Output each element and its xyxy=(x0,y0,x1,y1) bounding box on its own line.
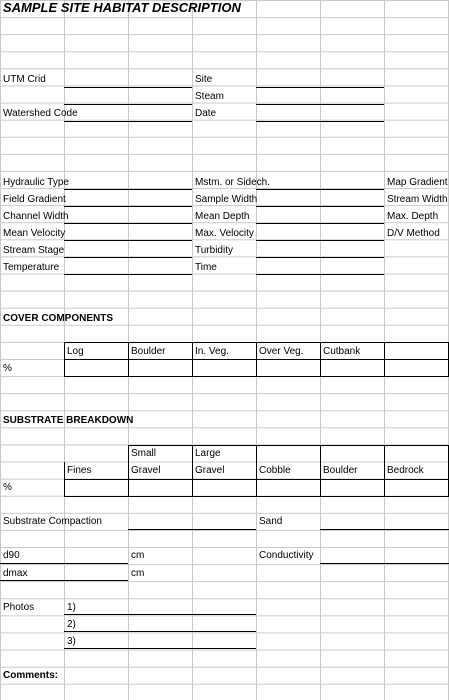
date-line[interactable] xyxy=(256,121,384,122)
cover-col-over-veg: Over Veg. xyxy=(259,346,304,357)
dmax-line[interactable] xyxy=(0,580,128,581)
watershed-code-line[interactable] xyxy=(64,121,192,122)
photos-label: Photos xyxy=(3,602,35,613)
mean-velocity-line[interactable] xyxy=(64,240,192,241)
substrate-col-fines: Fines xyxy=(67,465,92,476)
cover-table-vline xyxy=(384,342,385,376)
photo-line-1[interactable] xyxy=(64,614,256,615)
substrate-table-vline xyxy=(384,445,385,496)
mean-velocity-label: Mean Velocity xyxy=(3,228,66,239)
photo-line-2[interactable] xyxy=(64,631,256,632)
sample-width-line[interactable] xyxy=(256,206,384,207)
cover-table-vline xyxy=(320,342,321,376)
cover-col-log: Log xyxy=(67,346,84,357)
channel-width-line[interactable] xyxy=(64,223,192,224)
cover-col-in-veg: In. Veg. xyxy=(195,346,229,357)
substrate-compaction-label: Substrate Compaction xyxy=(3,516,102,527)
utm-grid-line[interactable] xyxy=(64,87,192,88)
substrate-table-vline xyxy=(64,462,65,496)
substrate-col-large-gravel: Gravel xyxy=(195,465,225,476)
cover-table-vline xyxy=(256,342,257,376)
substrate-small-label: Small xyxy=(131,448,157,459)
sand-label: Sand xyxy=(259,516,283,527)
time-line[interactable] xyxy=(256,274,384,275)
time-label: Time xyxy=(195,262,217,273)
photo-item-2: 2) xyxy=(67,619,76,630)
max-velocity-label: Max. Velocity xyxy=(195,228,254,239)
d90-unit: cm xyxy=(131,550,145,561)
substrate-table-bottom xyxy=(64,496,449,497)
utm-grid-label: UTM Crid xyxy=(3,74,46,85)
substrate-col-cobble: Cobble xyxy=(259,465,291,476)
mean-depth-line[interactable] xyxy=(256,223,384,224)
photo-item-1: 1) xyxy=(67,602,76,613)
temperature-line[interactable] xyxy=(64,274,192,275)
cover-table-vline xyxy=(192,342,193,376)
substrate-percent-label: % xyxy=(3,482,12,493)
site-label: Site xyxy=(195,74,213,85)
cover-table-bottom xyxy=(64,376,449,377)
mstm-sidech-label: Mstm. or Sidech. xyxy=(195,177,271,188)
date-label: Date xyxy=(195,108,217,119)
dmax-label: dmax xyxy=(3,568,28,579)
cover-table-vline xyxy=(64,342,65,376)
cover-col-cutbank: Cutbank xyxy=(323,346,361,357)
substrate-large-label: Large xyxy=(195,448,221,459)
steam-line[interactable] xyxy=(256,104,384,105)
field-gradient-line[interactable] xyxy=(64,206,192,207)
substrate-heading: SUBSTRATE BREAKDOWN xyxy=(3,415,134,426)
stream-stage-label: Stream Stage xyxy=(3,245,65,256)
conductivity-line[interactable] xyxy=(320,563,449,564)
channel-width-label: Channel Width xyxy=(3,211,69,222)
mstm-sidech-line[interactable] xyxy=(256,189,384,190)
cover-components-heading: COVER COMPONENTS xyxy=(3,313,114,324)
max-velocity-line[interactable] xyxy=(256,240,384,241)
cover-col-boulder: Boulder xyxy=(131,346,166,357)
stream-stage-line[interactable] xyxy=(64,257,192,258)
page-title: SAMPLE SITE HABITAT DESCRIPTION xyxy=(3,0,241,15)
d90-line[interactable] xyxy=(0,563,128,564)
max-depth-label: Max. Depth xyxy=(387,211,439,222)
substrate-table-top xyxy=(128,445,449,446)
hydraulic-type-line[interactable] xyxy=(64,189,192,190)
cover-table-vline xyxy=(128,342,129,376)
mean-depth-label: Mean Depth xyxy=(195,211,250,222)
hydraulic-type-label: Hydraulic Type xyxy=(3,177,69,188)
conductivity-label: Conductivity xyxy=(259,550,314,561)
photo-item-3: 3) xyxy=(67,636,76,647)
sand-line[interactable] xyxy=(320,529,449,530)
watershed-code-label: Watershed Code xyxy=(3,108,78,119)
field-gradient-label: Field Gradient xyxy=(3,194,66,205)
map-gradient-label: Map Gradient xyxy=(387,177,448,188)
comments-label: Comments: xyxy=(3,670,59,681)
substrate-compaction-line[interactable] xyxy=(128,529,256,530)
steam-label: Steam xyxy=(195,91,224,102)
photo-line-3[interactable] xyxy=(64,648,256,649)
sample-width-label: Sample Width xyxy=(195,194,258,205)
turbidity-label: Turbidity xyxy=(195,245,233,256)
stream-width-label: Stream Width xyxy=(387,194,448,205)
substrate-col-bedrock: Bedrock xyxy=(387,465,424,476)
substrate-table-vline xyxy=(192,445,193,496)
d90-label: d90 xyxy=(3,550,20,561)
temperature-label: Temperature xyxy=(3,262,60,273)
substrate-table-vline xyxy=(320,445,321,496)
cover-percent-label: % xyxy=(3,363,12,374)
substrate-col-boulder: Boulder xyxy=(323,465,358,476)
substrate-table-vline xyxy=(256,445,257,496)
dv-method-label: D/V Method xyxy=(387,228,440,239)
turbidity-line[interactable] xyxy=(256,257,384,258)
substrate-col-small-gravel: Gravel xyxy=(131,465,161,476)
site-line[interactable] xyxy=(256,87,384,88)
substrate-table-vline xyxy=(128,445,129,496)
utm-grid-line-2[interactable] xyxy=(64,104,192,105)
dmax-unit: cm xyxy=(131,568,145,579)
